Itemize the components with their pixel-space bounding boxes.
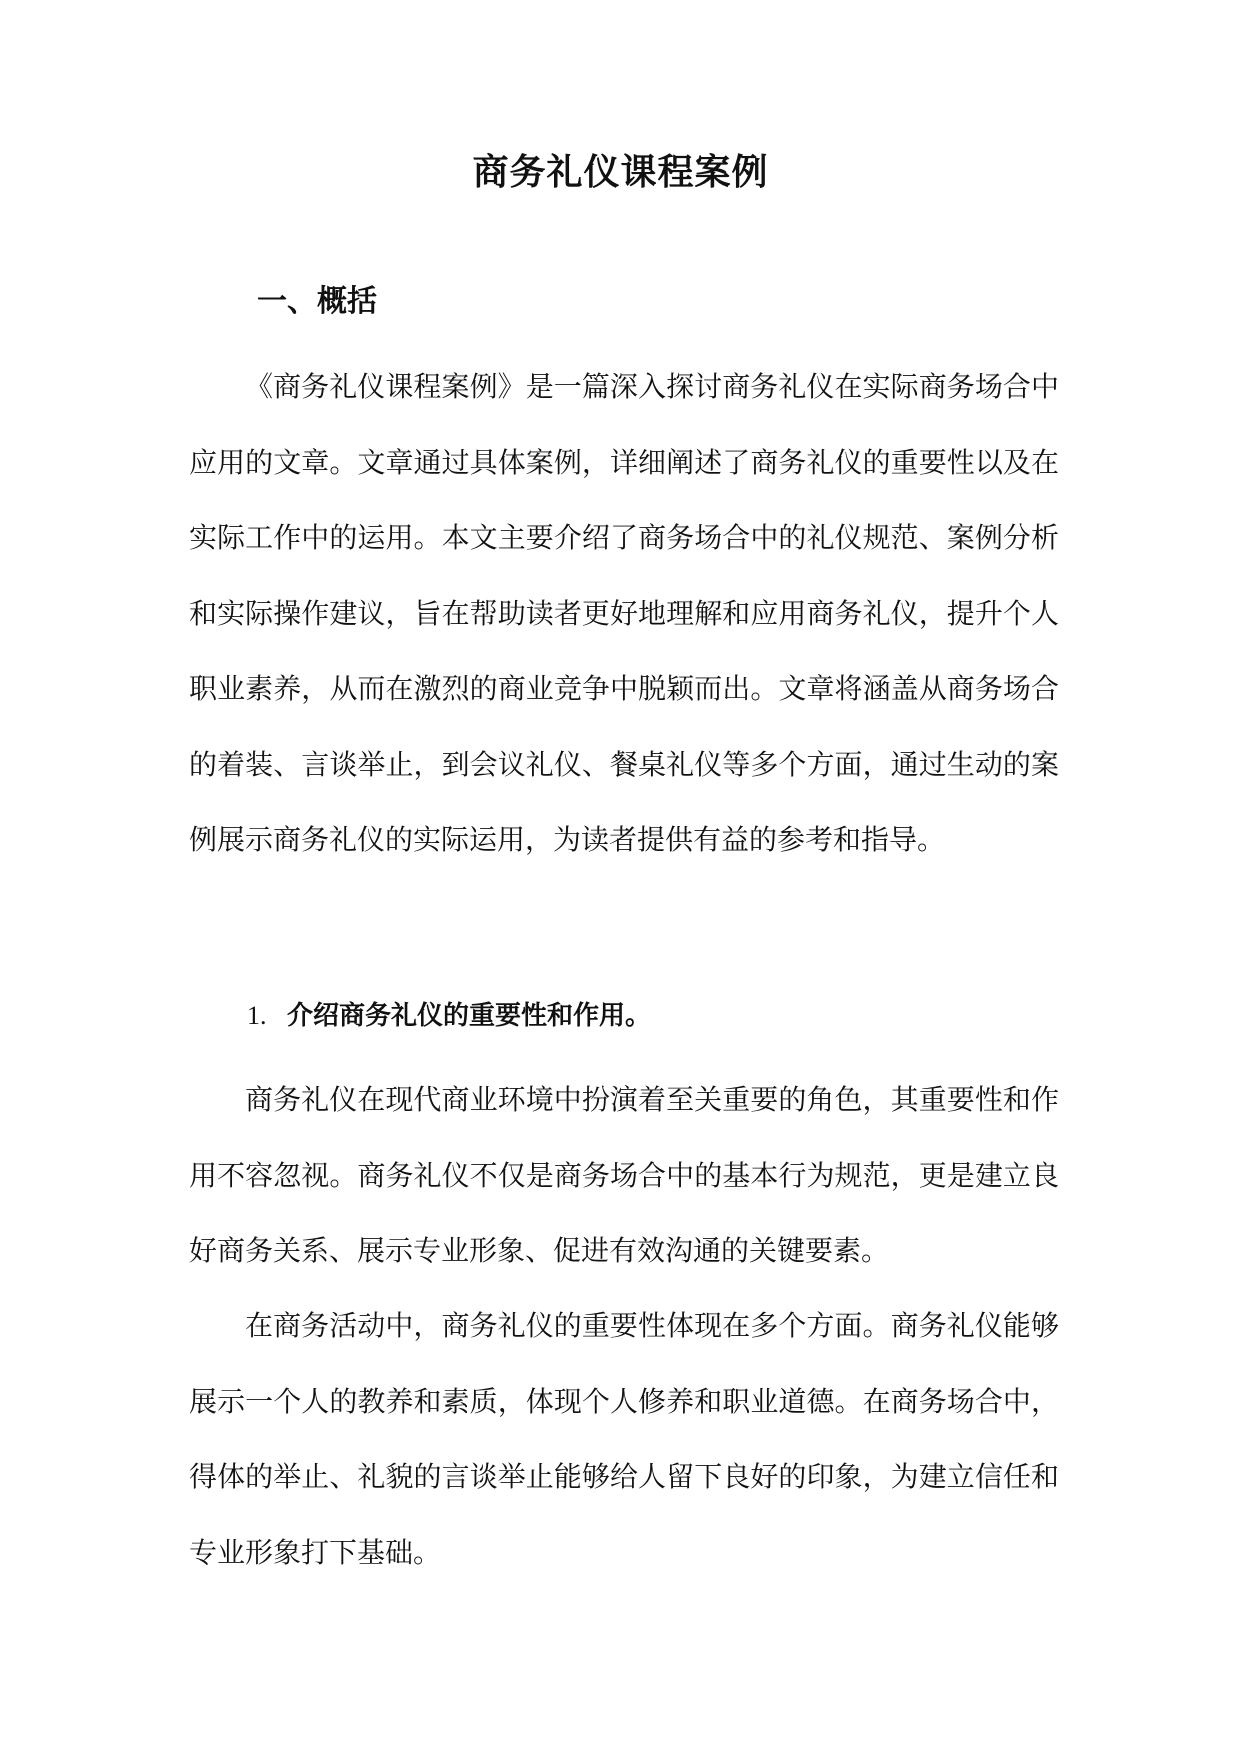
body-paragraph: 在商务活动中，商务礼仪的重要性体现在多个方面。商务礼仪能够展示一个人的教养和素质，体现个人修养和职业道德。在商务场合中，得体的举止、礼貌的言谈举止能够给人留下良好的印象，为建立信任和专业形象打下基础。 <box>189 1309 1059 1569</box>
subsection-heading <box>247 996 651 1036</box>
subsection-number: 1. <box>247 1001 267 1030</box>
overview-paragraph: 《商务礼仪课程案例》是一篇深入探讨商务礼仪在实际商务场合中应用的文章。文章通过具体案例，详细阐述了商务礼仪的重要性以及在实际工作中的运用。本文主要介绍了商务场合中的礼仪规范、案例分析和实际操作建议，旨在帮助读者更好地理解和应用商务礼仪，提升个人职业素养，从而在激烈的商业竞争中脱颖而出。文章将涵盖从商务场合的着装、言谈举止，到会议礼仪、餐桌礼仪等多个方面，通过生动的案例展示商务礼仪的实际运用，为读者提供有益的参考和指导。 <box>189 370 1059 856</box>
body-paragraph: 商务礼仪在现代商业环境中扮演着至关重要的角色，其重要性和作用不容忽视。商务礼仪不仅是商务场合中的基本行为规范，更是建立良好商务关系、展示专业形象、促进有效沟通的关键要素。 <box>189 1083 1059 1267</box>
section-heading-overview: 一、概括 <box>257 284 377 319</box>
subsection-title: 介绍商务礼仪的重要性和作用。 <box>287 1001 652 1031</box>
document-title: 商务礼仪课程案例 <box>472 152 769 193</box>
